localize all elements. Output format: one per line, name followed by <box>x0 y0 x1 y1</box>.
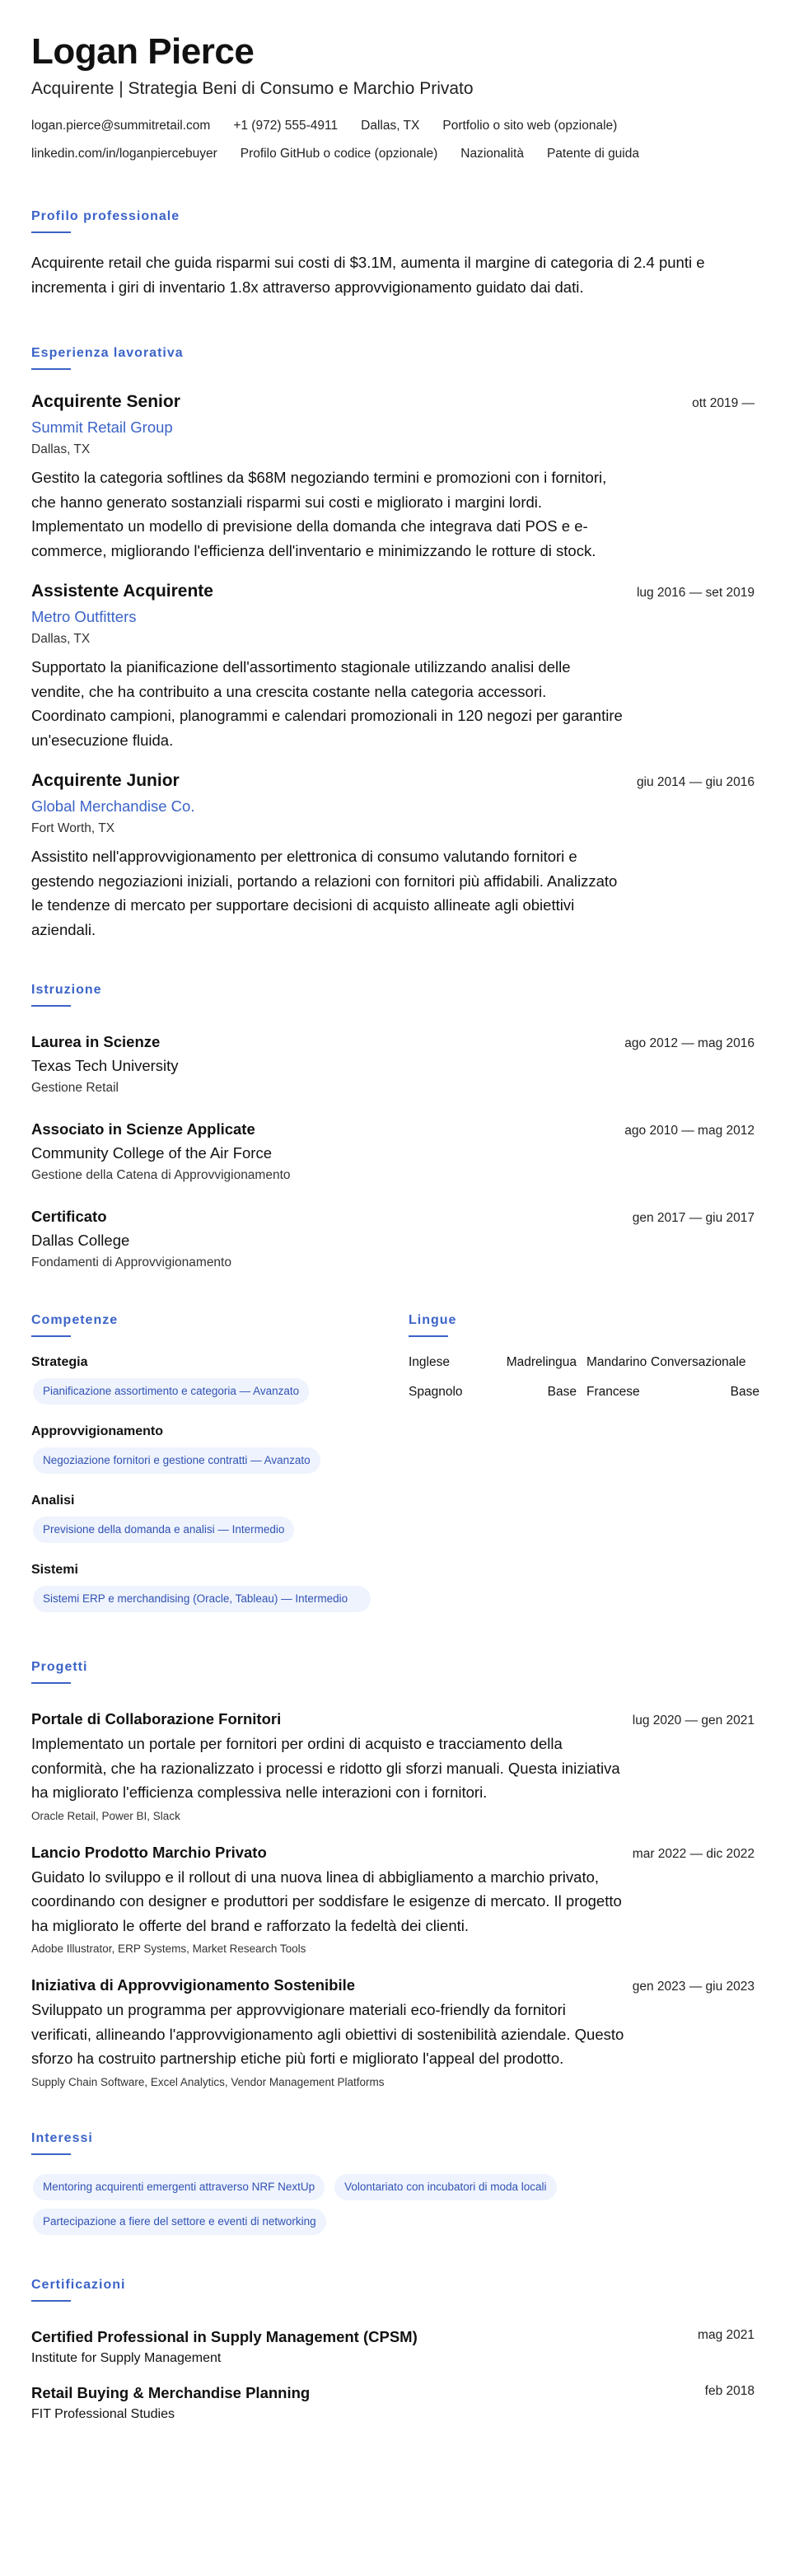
education-school: Dallas College <box>31 1232 130 1249</box>
section-divider <box>31 1335 71 1337</box>
experience-date: lug 2016 — set 2019 <box>636 586 755 600</box>
contact-driving-license: Patente di guida <box>546 147 639 161</box>
experience-location: Dallas, TX <box>31 632 91 646</box>
experience-company: Summit Retail Group <box>31 418 173 436</box>
project-description: Sviluppato un programma per approvvigionare materiali eco-friendly da fornitori verificati, allineando l'approvvigionamento agli obiettivi di sostenibilità aziendale. Questo sforzo ha costruito partnership etiche più forti e migliorato l'appeal del prodotto. <box>31 2001 624 2067</box>
projects-section <box>31 1660 754 2088</box>
languages-grid <box>409 1355 773 1400</box>
interest-pill: Volontariato con incubatori di moda locali <box>334 2174 556 2200</box>
languages-section <box>409 1313 773 1612</box>
education-date: ago 2012 — mag 2016 <box>624 1036 755 1050</box>
section-divider <box>31 2300 71 2302</box>
education-field: Fondamenti di Approvvigionamento <box>31 1255 231 1269</box>
language-name: Spagnolo <box>409 1385 463 1399</box>
experience-company: Metro Outfitters <box>31 608 137 625</box>
certification-item <box>31 2382 755 2422</box>
interest-pill: Partecipazione a fiere del settore e eventi di networking <box>33 2209 326 2235</box>
section-divider <box>31 2153 71 2155</box>
skill-pill: Pianificazione assortimento e categoria — Avanzato <box>33 1378 309 1405</box>
language-name: Francese <box>586 1385 640 1399</box>
skill-category: Sistemi <box>31 1563 78 1577</box>
experience-location: Fort Worth, TX <box>31 821 115 835</box>
skill-pill: Sistemi ERP e merchandising (Oracle, Tableau) — Intermedio <box>33 1586 371 1612</box>
contact-github[interactable]: Profilo GitHub o codice (opzionale) <box>240 147 438 161</box>
interests-section <box>31 2131 754 2235</box>
contact-location: Dallas, TX <box>361 119 420 133</box>
interests-list <box>31 2166 756 2235</box>
section-title-skills: Competenze <box>31 1313 119 1327</box>
experience-date: giu 2014 — giu 2016 <box>636 775 755 789</box>
education-field: Gestione Retail <box>31 1081 119 1095</box>
contact-phone[interactable]: +1 (972) 555-4911 <box>233 119 339 133</box>
experience-role: Acquirente Junior <box>31 771 180 790</box>
skills-languages-row <box>31 1313 773 1612</box>
project-date: lug 2020 — gen 2021 <box>632 1713 755 1727</box>
education-school: Texas Tech University <box>31 1057 179 1074</box>
education-item <box>31 1031 755 1096</box>
experience-role: Acquirente Senior <box>31 392 180 411</box>
project-tools: Supply Chain Software, Excel Analytics, Vendor Management Platforms <box>31 2075 385 2088</box>
language-level: Base <box>547 1385 577 1399</box>
experience-date: ott 2019 — <box>692 396 755 410</box>
certification-date: mag 2021 <box>698 2327 755 2342</box>
section-title-education: Istruzione <box>31 983 102 997</box>
education-section <box>31 983 754 1270</box>
skill-pill: Negoziazione fornitori e gestione contratti — Avanzato <box>33 1447 320 1474</box>
language-level: Base <box>730 1385 759 1399</box>
contact-list <box>31 119 756 161</box>
section-title-projects: Progetti <box>31 1660 88 1674</box>
candidate-headline: Acquirente | Strategia Beni di Consumo e Marchio Privato <box>31 79 474 98</box>
section-divider <box>31 1682 71 1684</box>
project-tools: Oracle Retail, Power BI, Slack <box>31 1809 180 1822</box>
experience-section <box>31 346 754 942</box>
language-name: Inglese <box>409 1355 450 1369</box>
certifications-section <box>31 2278 754 2422</box>
language-level: Conversazionale <box>651 1355 746 1369</box>
skills-section <box>31 1313 409 1612</box>
experience-role: Assistente Acquirente <box>31 582 213 601</box>
certification-item <box>31 2326 755 2366</box>
section-divider <box>31 231 71 233</box>
experience-description: Assistito nell'approvvigionamento per elettronica di consumo valutando fornitori e gestendo negoziazioni iniziali, portando a relazioni con fornitori più affidabili. Analizzato le tendenze di mercato per supportare decisioni di acquisto allineate agli obiettivi aziendali. <box>31 848 618 938</box>
certification-name: Retail Buying & Merchandise Planning <box>31 2383 311 2401</box>
section-divider <box>31 1005 71 1007</box>
experience-company: Global Merchandise Co. <box>31 797 195 815</box>
education-school: Community College of the Air Force <box>31 1144 273 1162</box>
section-divider <box>409 1335 448 1337</box>
education-degree: Certificato <box>31 1208 107 1225</box>
section-title-summary: Profilo professionale <box>31 209 180 223</box>
project-description: Implementato un portale per fornitori per ordini di acquisto e tracciamento della conformità, che ha razionalizzato i processi e ridotto gli sforzi manuali. Questa iniziativa ha migliorato l'efficienza complessiva nelle interazioni con i fornitori. <box>31 1735 620 1801</box>
experience-item <box>31 391 755 563</box>
section-title-experience: Esperienza lavorativa <box>31 346 184 360</box>
skill-category: Analisi <box>31 1494 75 1508</box>
summary-section <box>31 209 754 300</box>
certification-issuer: FIT Professional Studies <box>31 2406 175 2421</box>
contact-linkedin[interactable]: linkedin.com/in/loganpiercebuyer <box>31 147 217 161</box>
education-degree: Laurea in Scienze <box>31 1033 161 1050</box>
project-tools: Adobe Illustrator, ERP Systems, Market Research Tools <box>31 1943 306 1955</box>
language-level: Madrelingua <box>506 1355 577 1369</box>
experience-item <box>31 581 755 752</box>
summary-text: Acquirente retail che guida risparmi sui costi di $3.1M, aumenta il margine di categoria di 2.4 punti e incrementa i giri di inventario 1.8x attraverso approvvigionamento guidato dai dati. <box>31 254 705 296</box>
section-title-languages: Lingue <box>409 1313 457 1327</box>
section-title-interests: Interessi <box>31 2130 93 2145</box>
experience-location: Dallas, TX <box>31 442 91 456</box>
section-divider <box>31 368 71 370</box>
education-degree: Associato in Scienze Applicate <box>31 1120 255 1138</box>
project-name: Lancio Prodotto Marchio Privato <box>31 1843 267 1861</box>
project-item <box>31 1842 755 1956</box>
project-description: Guidato lo sviluppo e il rollout di una nuova linea di abbigliamento a marchio privato, coordinando con designer e produttori per soddisfare le esigenze di mercato. Il progetto ha migliorato le offerte del brand e rafforzato la fedeltà dei clienti. <box>31 1868 622 1934</box>
skill-pill: Previsione della domanda e analisi — Intermedio <box>33 1517 294 1543</box>
certification-name: Certified Professional in Supply Management (CPSM) <box>31 2327 418 2345</box>
education-item <box>31 1119 755 1183</box>
education-date: gen 2017 — giu 2017 <box>632 1211 755 1225</box>
experience-description: Supportato la pianificazione dell'assortimento stagionale utilizzando analisi delle vendite, che ha contribuito a una crescita costante nella categoria accessori. Coordinato campioni, planogrammi e calendari promozionali in 120 negozi per garantire un'esecuzione fluida. <box>31 658 623 749</box>
project-date: mar 2022 — dic 2022 <box>632 1846 755 1861</box>
education-date: ago 2010 — mag 2012 <box>624 1124 755 1138</box>
project-item <box>31 1975 755 2088</box>
certification-date: feb 2018 <box>704 2383 755 2398</box>
skill-category: Strategia <box>31 1355 88 1369</box>
experience-description: Gestito la categoria softlines da $68M negoziando termini e promozioni con i fornitori, che hanno generato sostanziali risparmi sui costi e migliorato i margini lordi. Implementato un modello di previsione della domanda che integrava dati POS e e-commerce, migliorando l'efficienza dell'inventario e minimizzando le rotture di stock. <box>31 469 607 559</box>
section-title-certifications: Certificazioni <box>31 2277 126 2292</box>
interest-pill: Mentoring acquirenti emergenti attraverso NRF NextUp <box>33 2174 325 2200</box>
contact-email[interactable]: logan.pierce@summitretail.com <box>31 119 211 133</box>
language-name: Mandarino <box>586 1355 647 1369</box>
project-name: Portale di Collaborazione Fornitori <box>31 1710 282 1727</box>
experience-item <box>31 770 755 942</box>
candidate-name: Logan Pierce <box>31 31 255 72</box>
education-field: Gestione della Catena di Approvvigionamento <box>31 1168 291 1182</box>
skill-category: Approvvigionamento <box>31 1424 164 1438</box>
project-name: Iniziativa di Approvvigionamento Sostenibile <box>31 1976 356 1994</box>
project-date: gen 2023 — giu 2023 <box>632 1980 755 1994</box>
education-item <box>31 1206 755 1270</box>
project-item <box>31 1709 755 1822</box>
certification-issuer: Institute for Supply Management <box>31 2350 222 2365</box>
contact-portfolio[interactable]: Portfolio o sito web (opzionale) <box>442 119 618 133</box>
contact-nationality: Nazionalità <box>460 147 524 161</box>
